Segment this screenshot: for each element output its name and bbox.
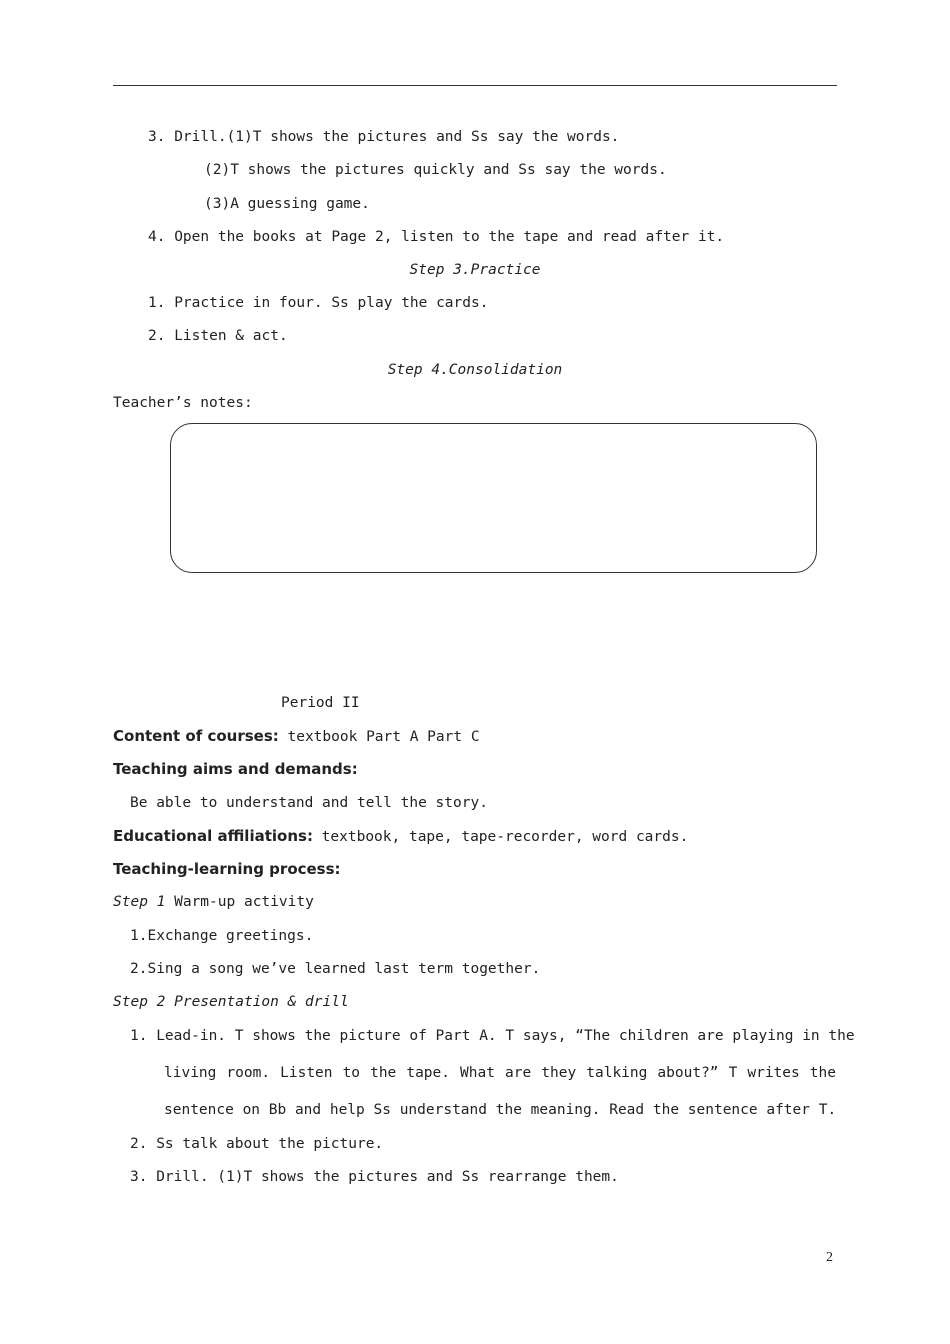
practice-item-2: 2. Listen & act. (148, 328, 288, 344)
leadin-line-2: living room. Listen to the tape. What are they talking about?” T writes the (164, 1065, 836, 1081)
teachers-notes-label: Teacher’s notes: (113, 395, 253, 411)
aims-label: Teaching aims and demands: (113, 760, 358, 778)
presentation-item-3: 3. Drill. (1)T shows the pictures and Ss rearrange them. (130, 1169, 619, 1185)
step1-label: Step 1 (113, 894, 166, 910)
step2-heading: Step 2 Presentation & drill (113, 994, 349, 1010)
presentation-item-2: 2. Ss talk about the picture. (130, 1136, 384, 1152)
educational-affiliations (113, 827, 688, 846)
warmup-item-2: 2.Sing a song we’ve learned last term together. (130, 961, 541, 977)
aims-value: Be able to understand and tell the story. (130, 795, 488, 811)
header-rule (113, 85, 837, 86)
drill-item-3: 3. Drill.(1)T shows the pictures and Ss say the words. (148, 129, 620, 145)
page-number: 2 (826, 1250, 833, 1265)
step1-heading (113, 893, 314, 911)
period-title: Period II (281, 695, 360, 711)
drill-item-4: 4. Open the books at Page 2, listen to the tape and read after it. (148, 229, 725, 245)
leadin-line-3: sentence on Bb and help Ss understand the meaning. Read the sentence after T. (164, 1102, 837, 1118)
warmup-item-1: 1.Exchange greetings. (130, 928, 314, 944)
content-value: textbook Part A Part C (278, 729, 480, 745)
leadin-line-1: 1. Lead-in. T shows the picture of Part A. T says, “The children are playing in the (130, 1028, 855, 1044)
step3-heading: Step 3.Practice (409, 262, 541, 278)
teachers-notes-box (170, 423, 817, 573)
affil-label: Educational affiliations: (113, 827, 313, 845)
step4-heading: Step 4.Consolidation (387, 362, 563, 378)
drill-sub-3: (3)A guessing game. (204, 196, 370, 212)
process-label: Teaching-learning process: (113, 860, 341, 878)
content-label: Content of courses: (113, 727, 279, 745)
affil-value: textbook, tape, tape-recorder, word cards. (312, 829, 689, 845)
practice-item-1: 1. Practice in four. Ss play the cards. (148, 295, 489, 311)
step1-value: Warm-up activity (165, 894, 314, 910)
drill-sub-2: (2)T shows the pictures quickly and Ss say the words. (204, 162, 667, 178)
content-of-courses (113, 727, 480, 746)
